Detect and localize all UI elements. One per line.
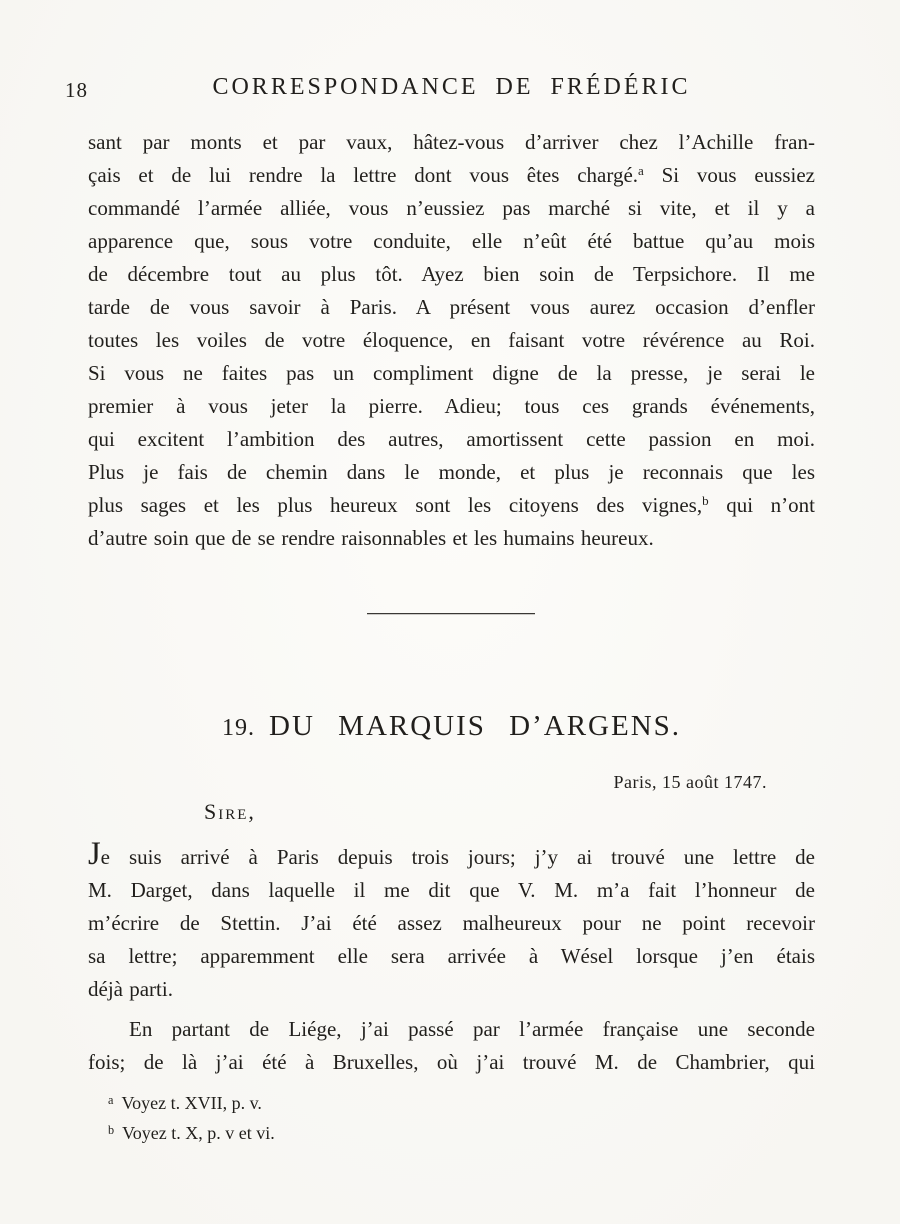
page-number: 18 bbox=[65, 78, 88, 102]
text-line: M. Darget, dans laquelle il me dit que V. M. m’a fait l’honneur de bbox=[88, 878, 815, 902]
body-paragraph bbox=[88, 126, 815, 555]
text-line: apparence que, sous votre conduite, elle n’eût été battue qu’au mois bbox=[88, 229, 815, 253]
text-line: sant par monts et par vaux, hâtez-vous d’arriver chez l’Achille fran- bbox=[88, 130, 815, 154]
text-line: toutes les voiles de votre éloquence, en faisant votre révérence au Roi. bbox=[88, 328, 815, 352]
text-line: Plus je fais de chemin dans le monde, et plus je reconnais que les bbox=[88, 460, 815, 484]
letter-salutation: Sire, bbox=[204, 799, 256, 824]
text-line: fois; de là j’ai été à Bruxelles, où j’ai trouvé M. de Chambrier, qui bbox=[88, 1050, 815, 1074]
text-line: commandé l’armée alliée, vous n’eussiez pas marché si vite, et il y a bbox=[88, 196, 815, 220]
running-head-title: CORRESPONDANCE DE FRÉDÉRIC bbox=[212, 74, 691, 100]
footnote-text: Voyez t. XVII, p. v. bbox=[121, 1093, 262, 1113]
section-number: 19. bbox=[221, 715, 256, 741]
text-line: tarde de vous savoir à Paris. A présent vous aurez occasion d’enfler bbox=[88, 295, 815, 319]
footnote-reference: b bbox=[702, 492, 709, 508]
text-line: Si vous ne faites pas un compliment digne de la presse, je serai le bbox=[88, 361, 815, 385]
text-line: plus sages et les plus heureux sont les citoyens des vignes,$^b$ qui n’ont bbox=[88, 492, 815, 517]
text-line: sa lettre; apparemment elle sera arrivée à Wésel lorsque j’en étais bbox=[88, 944, 815, 968]
text-line: qui excitent l’ambition des autres, amortissent cette passion en moi. bbox=[88, 427, 815, 451]
footnote-reference: a bbox=[638, 162, 644, 178]
text-line: çais et de lui rendre la lettre dont vous êtes chargé.$^a$ Si vous eussiez bbox=[88, 162, 816, 187]
text-line: m’écrire de Stettin. J’ai été assez malheureux pour ne point recevoir bbox=[88, 911, 815, 935]
text-line: de décembre tout au plus tôt. Ayez bien soin de Terpsichore. Il me bbox=[88, 262, 815, 286]
footnotes-block bbox=[108, 1088, 608, 1148]
footnote-marker: b bbox=[108, 1122, 115, 1137]
letter-dateline: Paris, 15 août 1747. bbox=[613, 772, 767, 792]
running-head-row bbox=[65, 74, 815, 104]
text-line: En partant de Liége, j’ai passé par l’armée française une seconde bbox=[129, 1017, 815, 1041]
footnote-text: Voyez t. X, p. v et vi. bbox=[122, 1123, 275, 1143]
section-title: DU MARQUIS D’ARGENS. bbox=[269, 710, 682, 742]
footnote bbox=[108, 1088, 608, 1118]
letter-paragraph bbox=[88, 836, 815, 1006]
section-divider-rule bbox=[367, 613, 535, 614]
text-line: d’autre soin que de se rendre raisonnables et les humains heureux. bbox=[88, 526, 654, 550]
letter-paragraph bbox=[88, 1013, 815, 1079]
text-line: Je suis arrivé à Paris depuis trois jours; j’y ai trouvé une lettre de bbox=[88, 836, 815, 872]
text-line: déjà parti. bbox=[88, 977, 173, 1001]
section-heading bbox=[88, 710, 815, 743]
footnote-marker: a bbox=[108, 1092, 114, 1107]
text-line: premier à vous jeter la pierre. Adieu; tous ces grands événements, bbox=[88, 394, 815, 418]
footnote bbox=[108, 1118, 608, 1148]
